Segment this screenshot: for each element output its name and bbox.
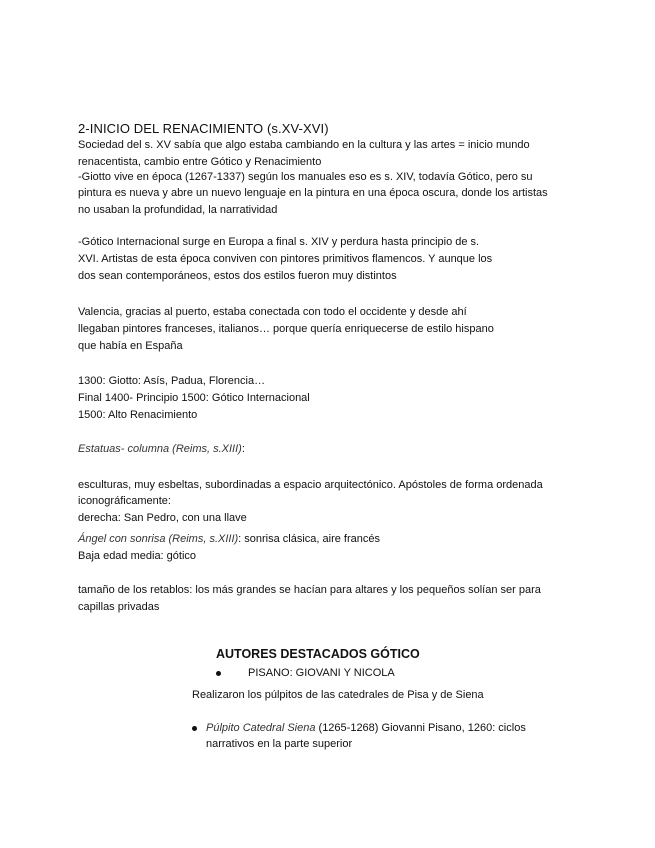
section-title: 2-INICIO DEL RENACIMIENTO (s.XV-XVI) — [78, 121, 329, 136]
angel-line — [78, 531, 380, 548]
text-line: capillas privadas — [78, 601, 160, 613]
text-line: renacentista, cambio entre Gótico y Renacimiento — [78, 156, 322, 168]
bullet-item: PISANO: GIOVANI Y NICOLA — [248, 667, 395, 679]
text-line: iconográficamente: — [78, 495, 171, 507]
text-line: -Giotto vive en época (1267-1337) según los manuales eso es s. XIV, todavía Gótico, pero su — [78, 171, 533, 183]
angel-text: : sonrisa clásica, aire francés — [238, 533, 381, 545]
bullet-dot — [192, 726, 197, 731]
estatuas-suffix: : — [241, 443, 245, 455]
text-line: Baja edad media: gótico — [78, 550, 197, 562]
text-line: no usaban la profundidad, la narratividad — [78, 204, 278, 216]
estatuas-title: Estatuas- columna (Reims, s.XIII) — [78, 443, 242, 455]
timeline-item: 1500: Alto Renacimiento — [78, 409, 198, 421]
item-text: (1265-1268) Giovanni Pisano, 1260: ciclos — [315, 722, 526, 734]
text-line: que había en España — [78, 340, 183, 352]
text-line: llegaban pintores franceses, italianos… porque quería enriquecerse de estilo hispano — [78, 323, 494, 335]
timeline-item: 1300: Giotto: Asís, Padua, Florencia… — [78, 375, 266, 387]
angel-title: Ángel con sonrisa (Reims, s.XIII) — [78, 533, 239, 545]
text-line: Sociedad del s. XV sabía que algo estaba cambiando en la cultura y las artes = inicio mundo — [78, 139, 530, 151]
text-line: esculturas, muy esbeltas, subordinadas a espacio arquitectónico. Apóstoles de forma ordenada — [78, 479, 543, 491]
list-item — [206, 720, 526, 737]
text-line: XVI. Artistas de esta época conviven con pintores primitivos flamencos. Y aunque los — [78, 253, 493, 265]
section-heading: AUTORES DESTACADOS GÓTICO — [216, 647, 420, 661]
timeline-item: Final 1400- Principio 1500: Gótico Internacional — [78, 392, 310, 404]
text-line: tamaño de los retablos: los más grandes se hacían para altares y los pequeños solían ser para — [78, 584, 541, 596]
text-line: Realizaron los púlpitos de las catedrales de Pisa y de Siena — [192, 689, 484, 701]
estatuas-heading — [78, 441, 245, 458]
text-line: Valencia, gracias al puerto, estaba conectada con todo el occidente y desde ahí — [78, 306, 467, 318]
text-line: derecha: San Pedro, con una llave — [78, 512, 247, 524]
item-title: Púlpito Catedral Siena — [206, 722, 316, 734]
list-item-continuation: narrativos en la parte superior — [206, 738, 353, 750]
text-line: pintura es nueva y abre un nuevo lenguaje en la pintura en una época oscura, donde los artistas — [78, 187, 548, 199]
text-line: -Gótico Internacional surge en Europa a final s. XIV y perdura hasta principio de s. — [78, 236, 480, 248]
text-line: dos sean contemporáneos, estos dos estilos fueron muy distintos — [78, 270, 397, 282]
bullet-dot — [216, 671, 221, 676]
